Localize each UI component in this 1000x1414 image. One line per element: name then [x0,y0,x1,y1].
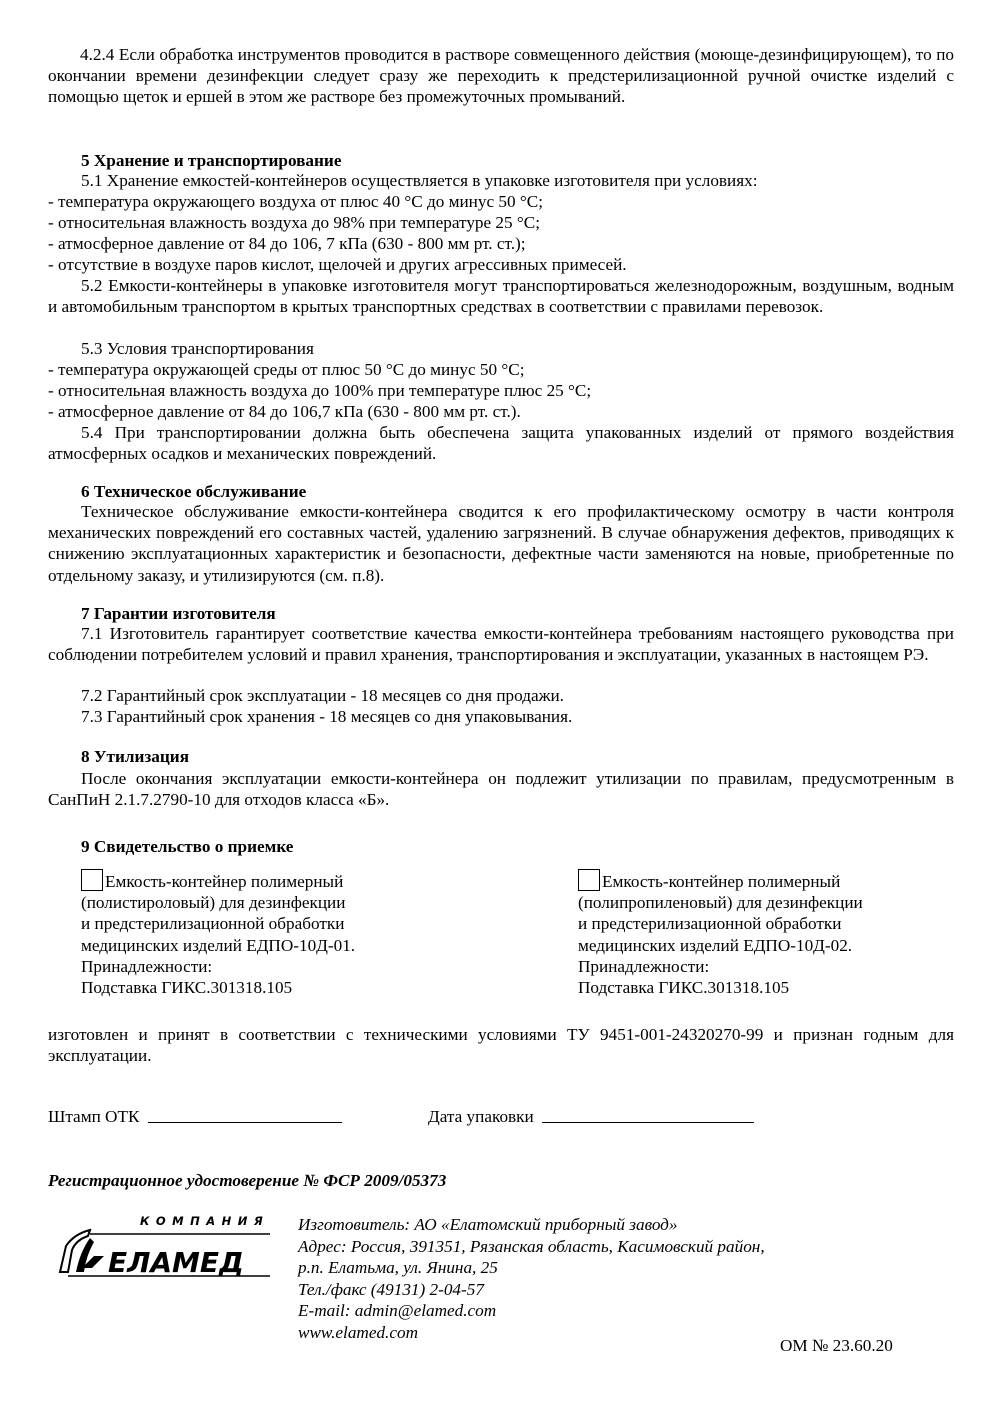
document-number: ОМ № 23.60.20 [780,1336,893,1355]
manufacturer-line: Изготовитель: АО «Елатомский приборный завод» [298,1215,678,1234]
paragraph-5-4: 5.4 При транспортировании должна быть обеспечена защита упакованных изделий от прямого воздействия атмосферных осадков и механических повреждений. [48,423,954,464]
option-line: Емкость-контейнер полимерный [602,872,841,891]
paragraph-5-2: 5.2 Емкости-контейнеры в упаковке изготовителя могут транспортироваться железнодорожным, воздушным, водным и автомобильным транспортом в крытых транспортных средствах в соответствии с правилами перевозок. [48,276,954,317]
paragraph-7-1: 7.1 Изготовитель гарантирует соответствие качества емкости-контейнера требованиям настоящего руководства при соблюдении потребителем условий и правил хранения, транспортирования и эксплуатации, указанных в настоящем РЭ. [48,624,954,665]
phone-line: Тел./факс (49131) 2-04-57 [298,1279,484,1299]
paragraph-8: После окончания эксплуатации емкости-контейнера он подлежит утилизации по правилам, предусмотренным в СанПиН 2.1.7.2790-10 для отходов класса «Б». [48,769,954,810]
option-line: Емкость-контейнер полимерный [105,872,344,891]
option-line: медицинских изделий ЕДПО-10Д-01. [81,935,356,955]
paragraph-7-3: 7.3 Гарантийный срок хранения - 18 месяцев со дня упаковывания. [81,707,573,726]
stamp-field [48,1106,342,1127]
list-item: - температура окружающей среды от плюс 50 °С до минус 50 °С; [48,360,525,379]
checkbox[interactable] [81,869,103,891]
pack-date-line[interactable] [542,1108,754,1123]
list-item: - температура окружающего воздуха от плюс 40 °С до минус 50 °С; [48,192,543,211]
list-item: - атмосферное давление от 84 до 106,7 кПа (630 - 800 мм рт. ст.). [48,402,521,421]
acceptance-option-2 [578,869,938,998]
website-link[interactable]: www.elamed.com [298,1322,418,1342]
option-line: Принадлежности: [81,956,213,976]
option-line: (полипропиленовый) для дезинфекции [578,893,863,913]
section-9-heading: 9 Свидетельство о приемке [81,837,294,856]
section-8-heading: 8 Утилизация [81,747,190,766]
option-line: и предстерилизационной обработки [81,914,345,934]
pack-date-field [428,1106,754,1127]
option-line: Подставка ГИКС.301318.105 [578,978,790,998]
paragraph-6: Техническое обслуживание емкости-контейнера сводится к его профилактическому осмотру в части контроля механических повреждений его составных частей, удалению загрязнений. В случае обнаружения дефектов, приводящих к снижению эксплуатационных характеристик и безопасности, дефектные части заменяются на новые, приобретенные по отдельному заказу, и утилизируются (см. п.8). [48,502,954,585]
registration-certificate: Регистрационное удостоверение № ФСР 2009/05373 [48,1171,447,1190]
list-item: - относительная влажность воздуха до 100% при температуре плюс 25 °С; [48,381,592,400]
logo-brand-name: ЕЛАМЕД [108,1246,244,1279]
option-line: и предстерилизационной обработки [578,914,842,934]
acceptance-option-1 [81,869,441,998]
paragraph-5-3: 5.3 Условия транспортирования [81,339,314,358]
email-link[interactable]: E-mail: admin@elamed.com [298,1301,497,1320]
address-line: р.п. Елатьма, ул. Янина, 25 [298,1258,498,1277]
section-6-heading: 6 Техническое обслуживание [81,482,307,501]
option-line: (полистироловый) для дезинфекции [81,893,346,913]
paragraph-4-2-4: 4.2.4 Если обработка инструментов проводится в растворе совмещенного действия (моюще-дезинфицирующем), то по окончании времени дезинфекции следует сразу же переходить к предстерилизационной ручной очистке изделий с помощью щеток и ершей в этом же растворе без промежуточных промываний. [48,45,954,107]
paragraph-5-1: 5.1 Хранение емкостей-контейнеров осуществляется в упаковке изготовителя при условиях: [81,171,758,190]
list-item: - отсутствие в воздухе паров кислот, щелочей и других агрессивных примесей. [48,255,627,274]
section-7-heading: 7 Гарантии изготовителя [81,604,276,623]
list-item: - относительная влажность воздуха до 98% при температуре 25 °С; [48,213,541,232]
checkbox[interactable] [578,869,600,891]
section-5-heading: 5 Хранение и транспортирование [81,151,342,170]
manufacturer-block [298,1214,898,1343]
list-item: - атмосферное давление от 84 до 106, 7 кПа (630 - 800 мм рт. ст.); [48,234,526,253]
logo-graphic [54,1212,270,1284]
pack-date-label: Дата упаковки [428,1107,534,1126]
logo-company-word: КОМПАНИЯ [140,1214,270,1228]
stamp-signature-line[interactable] [148,1108,342,1123]
acceptance-statement: изготовлен и принят в соответствии с техническими условиями ТУ 9451-001-24320270-99 и признан годным для эксплуатации. [48,1025,954,1066]
option-line: Подставка ГИКС.301318.105 [81,978,293,998]
paragraph-7-2: 7.2 Гарантийный срок эксплуатации - 18 месяцев со дня продажи. [81,686,564,705]
stamp-label: Штамп ОТК [48,1107,140,1126]
address-line: Адрес: Россия, 391351, Рязанская область, Касимовский район, [298,1236,765,1256]
elamed-logo [54,1212,270,1284]
option-line: Принадлежности: [578,956,710,976]
option-line: медицинских изделий ЕДПО-10Д-02. [578,935,853,955]
